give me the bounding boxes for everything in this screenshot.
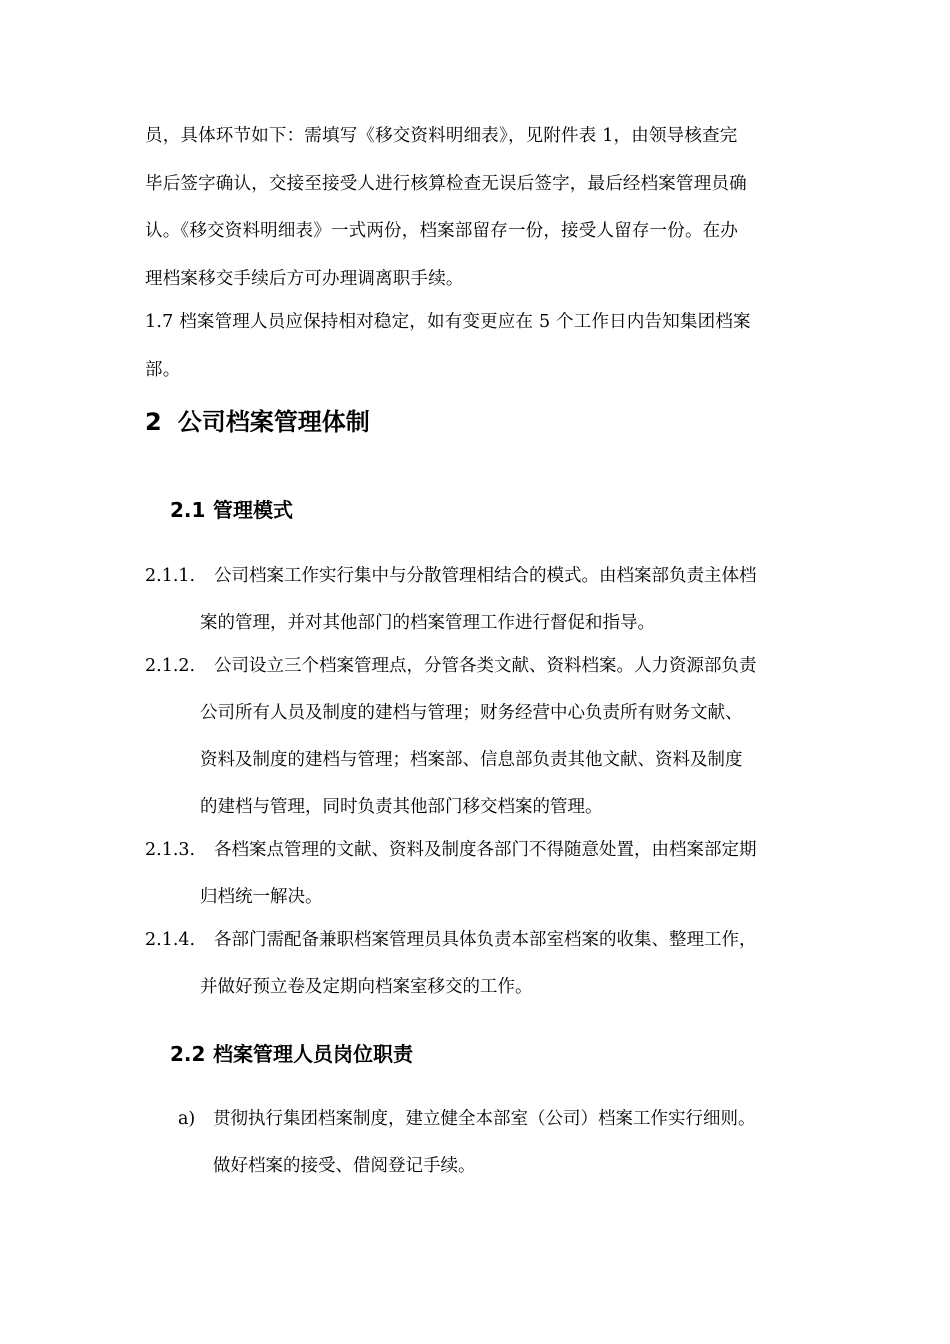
section-2-1-title: 管理模式 [213, 498, 293, 522]
section-2-2-heading [170, 1038, 413, 1067]
section-2-number: 2 [145, 408, 162, 436]
item-line: 贯彻执行集团档案制度，建立健全本部室（公司）档案工作实行细则。 [213, 1109, 756, 1129]
list-item-a [178, 1096, 810, 1190]
section-1-7-paragraph [145, 299, 810, 394]
item-number: 2.1.2. [145, 656, 196, 676]
section-2-title: 公司档案管理体制 [177, 408, 370, 436]
item-line: 归档统一解决。 [200, 887, 323, 907]
item-number: 2.1.4. [145, 930, 196, 950]
item-number: 2.1.1. [145, 566, 196, 586]
section-2-2-number: 2.2 [170, 1042, 206, 1066]
intro-line: 认。《移交资料明细表》一式两份，档案部留存一份，接受人留存一份。在办 [145, 221, 739, 241]
list-item-2-1-3 [145, 827, 810, 921]
item-marker: a) [178, 1109, 196, 1129]
item-line: 并做好预立卷及定期向档案室移交的工作。 [200, 977, 533, 997]
item-line: 公司档案工作实行集中与分散管理相结合的模式。由档案部负责主体档 [214, 566, 757, 586]
list-item-2-1-4 [145, 917, 810, 1011]
item-line: 各部门需配备兼职档案管理员具体负责本部室档案的收集、整理工作， [214, 930, 757, 950]
section-2-1-number: 2.1 [170, 498, 206, 522]
item-line: 资料及制度的建档与管理；档案部、信息部负责其他文献、资料及制度 [200, 750, 743, 770]
list-item-2-1-1 [145, 553, 810, 647]
list-item-2-1-2 [145, 643, 810, 831]
item-line: 各档案点管理的文献、资料及制度各部门不得随意处置，由档案部定期 [214, 840, 757, 860]
intro-line: 理档案移交手续后方可办理调离职手续。 [145, 268, 464, 289]
item-line: 公司设立三个档案管理点，分管各类文献、资料档案。人力资源部负责 [214, 656, 757, 676]
item-line: 案的管理，并对其他部门的档案管理工作进行督促和指导。 [200, 613, 655, 633]
intro-line: 员，具体环节如下：需填写《移交资料明细表》，见附件表 1，由领导核查完 [145, 126, 738, 146]
item-line: 做好档案的接受、借阅登记手续。 [213, 1156, 476, 1176]
intro-paragraph [145, 113, 810, 303]
section-1-7-line: 1.7 档案管理人员应保持相对稳定，如有变更应在 5 个工作日内告知集团档案 [145, 312, 751, 332]
section-2-heading [145, 402, 370, 437]
item-line: 的建档与管理，同时负责其他部门移交档案的管理。 [200, 797, 603, 817]
section-2-1-heading [170, 494, 293, 523]
section-1-7-line: 部。 [145, 359, 181, 380]
item-number: 2.1.3. [145, 840, 196, 860]
item-line: 公司所有人员及制度的建档与管理；财务经营中心负责所有财务文献、 [200, 703, 743, 723]
section-2-2-title: 档案管理人员岗位职责 [213, 1042, 413, 1066]
intro-line: 毕后签字确认，交接至接受人进行核算检查无误后签字，最后经档案管理员确 [145, 173, 747, 194]
